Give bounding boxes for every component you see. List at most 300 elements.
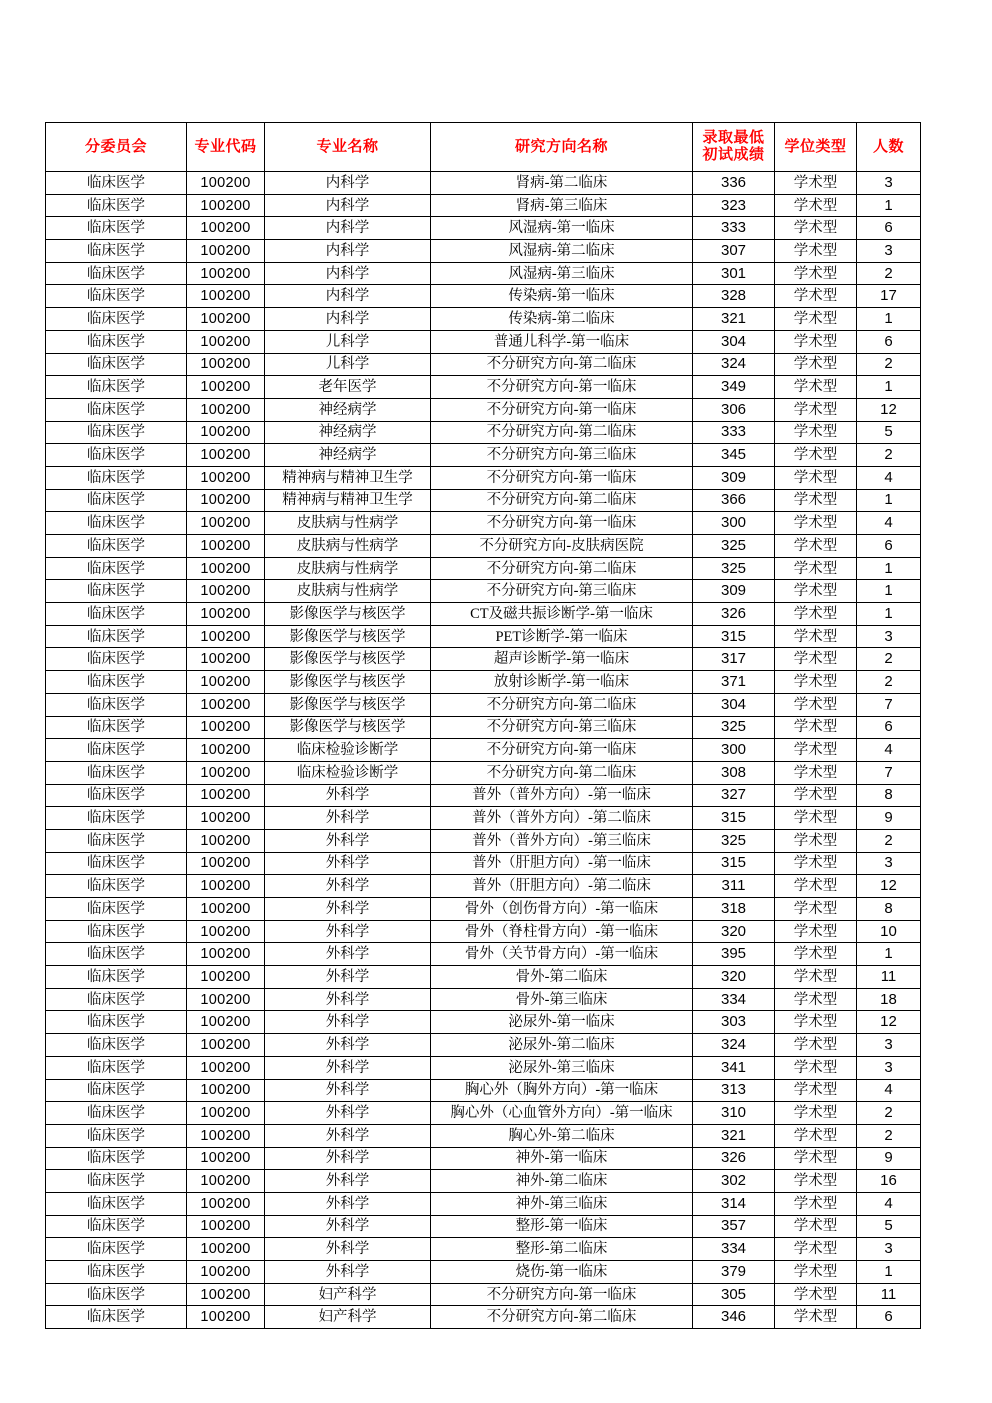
table-row[interactable] [46, 353, 921, 376]
cell-count[interactable]: 3 [857, 852, 921, 875]
cell-committee[interactable]: 临床医学 [46, 693, 187, 716]
table-row[interactable] [46, 512, 921, 535]
cell-count[interactable]: 4 [857, 739, 921, 762]
cell-committee[interactable]: 临床医学 [46, 308, 187, 331]
cell-major[interactable]: 内科学 [265, 308, 431, 331]
cell-code[interactable]: 100200 [187, 739, 265, 762]
cell-degree[interactable]: 学术型 [775, 1306, 857, 1329]
cell-score[interactable]: 309 [693, 466, 775, 489]
cell-count[interactable]: 3 [857, 172, 921, 195]
cell-count[interactable]: 2 [857, 671, 921, 694]
cell-code[interactable]: 100200 [187, 1170, 265, 1193]
cell-count[interactable]: 2 [857, 444, 921, 467]
cell-major[interactable]: 影像医学与核医学 [265, 648, 431, 671]
cell-score[interactable]: 333 [693, 421, 775, 444]
cell-direction[interactable]: 不分研究方向-第三临床 [431, 444, 693, 467]
cell-direction[interactable]: 普外（肝胆方向）-第一临床 [431, 852, 693, 875]
cell-direction[interactable]: 骨外-第二临床 [431, 966, 693, 989]
table-row[interactable] [46, 172, 921, 195]
cell-count[interactable]: 9 [857, 807, 921, 830]
column-header-degree[interactable] [775, 123, 857, 172]
cell-major[interactable]: 老年医学 [265, 376, 431, 399]
cell-score[interactable]: 395 [693, 943, 775, 966]
table-row[interactable] [46, 285, 921, 308]
cell-committee[interactable]: 临床医学 [46, 444, 187, 467]
cell-count[interactable]: 3 [857, 1034, 921, 1057]
cell-degree[interactable]: 学术型 [775, 1011, 857, 1034]
cell-direction[interactable]: 传染病-第一临床 [431, 285, 693, 308]
cell-direction[interactable]: 神外-第二临床 [431, 1170, 693, 1193]
cell-committee[interactable]: 临床医学 [46, 943, 187, 966]
cell-major[interactable]: 皮肤病与性病学 [265, 557, 431, 580]
cell-direction[interactable]: 整形-第二临床 [431, 1238, 693, 1261]
cell-major[interactable]: 外科学 [265, 966, 431, 989]
cell-count[interactable]: 4 [857, 1192, 921, 1215]
cell-direction[interactable]: 肾病-第二临床 [431, 172, 693, 195]
cell-major[interactable]: 外科学 [265, 875, 431, 898]
cell-count[interactable]: 9 [857, 1147, 921, 1170]
cell-score[interactable]: 325 [693, 716, 775, 739]
cell-code[interactable]: 100200 [187, 376, 265, 399]
cell-score[interactable]: 306 [693, 398, 775, 421]
cell-direction[interactable]: CT及磁共振诊断学-第一临床 [431, 603, 693, 626]
table-row[interactable] [46, 920, 921, 943]
cell-direction[interactable]: 不分研究方向-第二临床 [431, 353, 693, 376]
cell-score[interactable]: 315 [693, 852, 775, 875]
cell-committee[interactable]: 临床医学 [46, 489, 187, 512]
cell-degree[interactable]: 学术型 [775, 1034, 857, 1057]
cell-committee[interactable]: 临床医学 [46, 739, 187, 762]
cell-count[interactable]: 3 [857, 1056, 921, 1079]
cell-committee[interactable]: 临床医学 [46, 1238, 187, 1261]
cell-score[interactable]: 304 [693, 330, 775, 353]
cell-major[interactable]: 影像医学与核医学 [265, 603, 431, 626]
cell-score[interactable]: 315 [693, 625, 775, 648]
table-row[interactable] [46, 1170, 921, 1193]
cell-degree[interactable]: 学术型 [775, 330, 857, 353]
cell-committee[interactable]: 临床医学 [46, 466, 187, 489]
table-row[interactable] [46, 240, 921, 263]
cell-degree[interactable]: 学术型 [775, 285, 857, 308]
cell-score[interactable]: 320 [693, 920, 775, 943]
cell-major[interactable]: 皮肤病与性病学 [265, 580, 431, 603]
cell-major[interactable]: 外科学 [265, 807, 431, 830]
cell-degree[interactable]: 学术型 [775, 398, 857, 421]
cell-major[interactable]: 精神病与精神卫生学 [265, 489, 431, 512]
cell-degree[interactable]: 学术型 [775, 693, 857, 716]
table-row[interactable] [46, 693, 921, 716]
cell-major[interactable]: 内科学 [265, 262, 431, 285]
cell-committee[interactable]: 临床医学 [46, 1034, 187, 1057]
cell-count[interactable]: 6 [857, 217, 921, 240]
cell-committee[interactable]: 临床医学 [46, 716, 187, 739]
cell-code[interactable]: 100200 [187, 1215, 265, 1238]
cell-score[interactable]: 371 [693, 671, 775, 694]
cell-direction[interactable]: 肾病-第三临床 [431, 194, 693, 217]
cell-code[interactable]: 100200 [187, 330, 265, 353]
cell-major[interactable]: 外科学 [265, 920, 431, 943]
cell-degree[interactable]: 学术型 [775, 829, 857, 852]
cell-degree[interactable]: 学术型 [775, 1283, 857, 1306]
cell-code[interactable]: 100200 [187, 285, 265, 308]
cell-score[interactable]: 302 [693, 1170, 775, 1193]
cell-count[interactable]: 1 [857, 1261, 921, 1284]
cell-code[interactable]: 100200 [187, 988, 265, 1011]
cell-degree[interactable]: 学术型 [775, 217, 857, 240]
cell-count[interactable]: 2 [857, 648, 921, 671]
cell-committee[interactable]: 临床医学 [46, 784, 187, 807]
cell-committee[interactable]: 临床医学 [46, 988, 187, 1011]
cell-count[interactable]: 7 [857, 761, 921, 784]
cell-count[interactable]: 11 [857, 966, 921, 989]
cell-degree[interactable]: 学术型 [775, 807, 857, 830]
cell-direction[interactable]: 传染病-第二临床 [431, 308, 693, 331]
cell-score[interactable]: 308 [693, 761, 775, 784]
cell-direction[interactable]: 不分研究方向-第一临床 [431, 376, 693, 399]
cell-degree[interactable]: 学术型 [775, 262, 857, 285]
table-row[interactable] [46, 603, 921, 626]
cell-code[interactable]: 100200 [187, 1192, 265, 1215]
cell-direction[interactable]: 不分研究方向-第二临床 [431, 489, 693, 512]
cell-major[interactable]: 外科学 [265, 1056, 431, 1079]
cell-score[interactable]: 300 [693, 739, 775, 762]
table-row[interactable] [46, 807, 921, 830]
cell-degree[interactable]: 学术型 [775, 444, 857, 467]
column-header-code[interactable] [187, 123, 265, 172]
cell-code[interactable]: 100200 [187, 761, 265, 784]
cell-degree[interactable]: 学术型 [775, 172, 857, 195]
cell-direction[interactable]: 神外-第一临床 [431, 1147, 693, 1170]
cell-direction[interactable]: 不分研究方向-第一临床 [431, 398, 693, 421]
cell-committee[interactable]: 临床医学 [46, 1102, 187, 1125]
cell-degree[interactable]: 学术型 [775, 240, 857, 263]
cell-major[interactable]: 皮肤病与性病学 [265, 512, 431, 535]
cell-code[interactable]: 100200 [187, 580, 265, 603]
cell-committee[interactable]: 临床医学 [46, 172, 187, 195]
cell-direction[interactable]: 普外（普外方向）-第二临床 [431, 807, 693, 830]
cell-score[interactable]: 323 [693, 194, 775, 217]
cell-count[interactable]: 2 [857, 1102, 921, 1125]
cell-score[interactable]: 301 [693, 262, 775, 285]
cell-committee[interactable]: 临床医学 [46, 829, 187, 852]
cell-committee[interactable]: 临床医学 [46, 1215, 187, 1238]
cell-code[interactable]: 100200 [187, 943, 265, 966]
cell-score[interactable]: 379 [693, 1261, 775, 1284]
cell-degree[interactable]: 学术型 [775, 625, 857, 648]
cell-committee[interactable]: 临床医学 [46, 1079, 187, 1102]
cell-major[interactable]: 外科学 [265, 1238, 431, 1261]
cell-count[interactable]: 1 [857, 194, 921, 217]
column-header-direction[interactable] [431, 123, 693, 172]
cell-direction[interactable]: 不分研究方向-第二临床 [431, 693, 693, 716]
cell-direction[interactable]: 泌尿外-第二临床 [431, 1034, 693, 1057]
cell-direction[interactable]: 风湿病-第二临床 [431, 240, 693, 263]
cell-major[interactable]: 临床检验诊断学 [265, 739, 431, 762]
cell-count[interactable]: 6 [857, 330, 921, 353]
cell-score[interactable]: 349 [693, 376, 775, 399]
cell-committee[interactable]: 临床医学 [46, 217, 187, 240]
cell-code[interactable]: 100200 [187, 1034, 265, 1057]
cell-major[interactable]: 外科学 [265, 852, 431, 875]
cell-degree[interactable]: 学术型 [775, 648, 857, 671]
cell-code[interactable]: 100200 [187, 603, 265, 626]
cell-direction[interactable]: 不分研究方向-皮肤病医院 [431, 535, 693, 558]
cell-committee[interactable]: 临床医学 [46, 875, 187, 898]
cell-code[interactable]: 100200 [187, 966, 265, 989]
cell-direction[interactable]: 骨外-第三临床 [431, 988, 693, 1011]
table-row[interactable] [46, 1011, 921, 1034]
cell-direction[interactable]: 泌尿外-第三临床 [431, 1056, 693, 1079]
cell-direction[interactable]: 胸心外（胸外方向）-第一临床 [431, 1079, 693, 1102]
cell-count[interactable]: 3 [857, 625, 921, 648]
cell-major[interactable]: 神经病学 [265, 421, 431, 444]
cell-code[interactable]: 100200 [187, 852, 265, 875]
table-row[interactable] [46, 1283, 921, 1306]
cell-direction[interactable]: PET诊断学-第一临床 [431, 625, 693, 648]
cell-code[interactable]: 100200 [187, 557, 265, 580]
cell-degree[interactable]: 学术型 [775, 875, 857, 898]
cell-score[interactable]: 345 [693, 444, 775, 467]
cell-committee[interactable]: 临床医学 [46, 852, 187, 875]
cell-direction[interactable]: 不分研究方向-第二临床 [431, 421, 693, 444]
cell-code[interactable]: 100200 [187, 489, 265, 512]
cell-committee[interactable]: 临床医学 [46, 1011, 187, 1034]
cell-degree[interactable]: 学术型 [775, 1147, 857, 1170]
cell-code[interactable]: 100200 [187, 217, 265, 240]
cell-degree[interactable]: 学术型 [775, 1102, 857, 1125]
cell-score[interactable]: 307 [693, 240, 775, 263]
cell-major[interactable]: 精神病与精神卫生学 [265, 466, 431, 489]
cell-code[interactable]: 100200 [187, 172, 265, 195]
cell-count[interactable]: 1 [857, 489, 921, 512]
cell-major[interactable]: 外科学 [265, 1102, 431, 1125]
cell-major[interactable]: 外科学 [265, 1192, 431, 1215]
table-row[interactable] [46, 557, 921, 580]
cell-major[interactable]: 外科学 [265, 1011, 431, 1034]
cell-degree[interactable]: 学术型 [775, 761, 857, 784]
cell-code[interactable]: 100200 [187, 671, 265, 694]
cell-code[interactable]: 100200 [187, 240, 265, 263]
cell-score[interactable]: 304 [693, 693, 775, 716]
cell-count[interactable]: 12 [857, 1011, 921, 1034]
table-row[interactable] [46, 1124, 921, 1147]
cell-direction[interactable]: 风湿病-第三临床 [431, 262, 693, 285]
table-row[interactable] [46, 1261, 921, 1284]
cell-count[interactable]: 18 [857, 988, 921, 1011]
cell-direction[interactable]: 泌尿外-第一临床 [431, 1011, 693, 1034]
table-row[interactable] [46, 1147, 921, 1170]
cell-major[interactable]: 外科学 [265, 784, 431, 807]
cell-major[interactable]: 妇产科学 [265, 1306, 431, 1329]
cell-degree[interactable]: 学术型 [775, 421, 857, 444]
table-row[interactable] [46, 671, 921, 694]
cell-code[interactable]: 100200 [187, 920, 265, 943]
cell-committee[interactable]: 临床医学 [46, 966, 187, 989]
cell-direction[interactable]: 普外（普外方向）-第一临床 [431, 784, 693, 807]
cell-count[interactable]: 2 [857, 262, 921, 285]
cell-count[interactable]: 2 [857, 829, 921, 852]
cell-committee[interactable]: 临床医学 [46, 603, 187, 626]
cell-count[interactable]: 4 [857, 466, 921, 489]
cell-major[interactable]: 外科学 [265, 1034, 431, 1057]
cell-score[interactable]: 311 [693, 875, 775, 898]
cell-degree[interactable]: 学术型 [775, 739, 857, 762]
cell-code[interactable]: 100200 [187, 648, 265, 671]
cell-major[interactable]: 内科学 [265, 217, 431, 240]
cell-code[interactable]: 100200 [187, 535, 265, 558]
cell-code[interactable]: 100200 [187, 875, 265, 898]
cell-code[interactable]: 100200 [187, 308, 265, 331]
cell-major[interactable]: 外科学 [265, 1261, 431, 1284]
cell-direction[interactable]: 胸心外（心血管外方向）-第一临床 [431, 1102, 693, 1125]
cell-committee[interactable]: 临床医学 [46, 512, 187, 535]
cell-degree[interactable]: 学术型 [775, 308, 857, 331]
cell-degree[interactable]: 学术型 [775, 535, 857, 558]
cell-committee[interactable]: 临床医学 [46, 625, 187, 648]
cell-committee[interactable]: 临床医学 [46, 398, 187, 421]
cell-major[interactable]: 外科学 [265, 1170, 431, 1193]
cell-count[interactable]: 6 [857, 1306, 921, 1329]
cell-committee[interactable]: 临床医学 [46, 1170, 187, 1193]
table-row[interactable] [46, 875, 921, 898]
cell-committee[interactable]: 临床医学 [46, 421, 187, 444]
table-row[interactable] [46, 262, 921, 285]
cell-score[interactable]: 305 [693, 1283, 775, 1306]
cell-committee[interactable]: 临床医学 [46, 898, 187, 921]
cell-count[interactable]: 2 [857, 353, 921, 376]
cell-major[interactable]: 影像医学与核医学 [265, 671, 431, 694]
table-row[interactable] [46, 898, 921, 921]
cell-direction[interactable]: 不分研究方向-第三临床 [431, 580, 693, 603]
table-row[interactable] [46, 330, 921, 353]
cell-degree[interactable]: 学术型 [775, 1079, 857, 1102]
cell-major[interactable]: 影像医学与核医学 [265, 693, 431, 716]
cell-committee[interactable]: 临床医学 [46, 1056, 187, 1079]
cell-committee[interactable]: 临床医学 [46, 1147, 187, 1170]
table-row[interactable] [46, 194, 921, 217]
cell-code[interactable]: 100200 [187, 353, 265, 376]
cell-direction[interactable]: 普外（普外方向）-第三临床 [431, 829, 693, 852]
cell-code[interactable]: 100200 [187, 466, 265, 489]
column-header-major[interactable] [265, 123, 431, 172]
cell-score[interactable]: 366 [693, 489, 775, 512]
cell-degree[interactable]: 学术型 [775, 512, 857, 535]
cell-direction[interactable]: 风湿病-第一临床 [431, 217, 693, 240]
cell-committee[interactable]: 临床医学 [46, 1306, 187, 1329]
table-row[interactable] [46, 444, 921, 467]
cell-score[interactable]: 324 [693, 353, 775, 376]
cell-major[interactable]: 皮肤病与性病学 [265, 535, 431, 558]
cell-committee[interactable]: 临床医学 [46, 376, 187, 399]
table-row[interactable] [46, 421, 921, 444]
cell-score[interactable]: 315 [693, 807, 775, 830]
cell-committee[interactable]: 临床医学 [46, 557, 187, 580]
cell-direction[interactable]: 不分研究方向-第二临床 [431, 1306, 693, 1329]
cell-major[interactable]: 内科学 [265, 240, 431, 263]
cell-code[interactable]: 100200 [187, 194, 265, 217]
cell-direction[interactable]: 不分研究方向-第一临床 [431, 512, 693, 535]
table-row[interactable] [46, 625, 921, 648]
cell-code[interactable]: 100200 [187, 625, 265, 648]
cell-degree[interactable]: 学术型 [775, 557, 857, 580]
table-row[interactable] [46, 398, 921, 421]
cell-major[interactable]: 儿科学 [265, 330, 431, 353]
cell-code[interactable]: 100200 [187, 1102, 265, 1125]
cell-direction[interactable]: 不分研究方向-第三临床 [431, 716, 693, 739]
cell-score[interactable]: 346 [693, 1306, 775, 1329]
cell-count[interactable]: 4 [857, 1079, 921, 1102]
cell-committee[interactable]: 临床医学 [46, 330, 187, 353]
cell-direction[interactable]: 骨外（脊柱骨方向）-第一临床 [431, 920, 693, 943]
cell-committee[interactable]: 临床医学 [46, 1192, 187, 1215]
cell-score[interactable]: 321 [693, 308, 775, 331]
column-header-count[interactable] [857, 123, 921, 172]
table-row[interactable] [46, 580, 921, 603]
table-row[interactable] [46, 943, 921, 966]
cell-major[interactable]: 外科学 [265, 1215, 431, 1238]
cell-code[interactable]: 100200 [187, 1056, 265, 1079]
cell-score[interactable]: 321 [693, 1124, 775, 1147]
cell-code[interactable]: 100200 [187, 693, 265, 716]
cell-score[interactable]: 314 [693, 1192, 775, 1215]
cell-degree[interactable]: 学术型 [775, 988, 857, 1011]
cell-code[interactable]: 100200 [187, 1147, 265, 1170]
cell-count[interactable]: 1 [857, 580, 921, 603]
cell-major[interactable]: 临床检验诊断学 [265, 761, 431, 784]
cell-score[interactable]: 333 [693, 217, 775, 240]
cell-degree[interactable]: 学术型 [775, 898, 857, 921]
cell-score[interactable]: 341 [693, 1056, 775, 1079]
cell-degree[interactable]: 学术型 [775, 1215, 857, 1238]
table-row[interactable] [46, 1056, 921, 1079]
cell-committee[interactable]: 临床医学 [46, 920, 187, 943]
cell-major[interactable]: 妇产科学 [265, 1283, 431, 1306]
cell-degree[interactable]: 学术型 [775, 943, 857, 966]
cell-count[interactable]: 1 [857, 603, 921, 626]
cell-degree[interactable]: 学术型 [775, 353, 857, 376]
cell-count[interactable]: 17 [857, 285, 921, 308]
cell-direction[interactable]: 骨外（关节骨方向）-第一临床 [431, 943, 693, 966]
cell-score[interactable]: 309 [693, 580, 775, 603]
cell-score[interactable]: 320 [693, 966, 775, 989]
table-row[interactable] [46, 739, 921, 762]
table-row[interactable] [46, 1192, 921, 1215]
table-row[interactable] [46, 716, 921, 739]
cell-committee[interactable]: 临床医学 [46, 1283, 187, 1306]
cell-degree[interactable]: 学术型 [775, 1056, 857, 1079]
cell-committee[interactable]: 临床医学 [46, 648, 187, 671]
cell-degree[interactable]: 学术型 [775, 194, 857, 217]
table-row[interactable] [46, 784, 921, 807]
table-row[interactable] [46, 761, 921, 784]
cell-major[interactable]: 外科学 [265, 1124, 431, 1147]
cell-major[interactable]: 内科学 [265, 172, 431, 195]
cell-count[interactable]: 3 [857, 240, 921, 263]
cell-degree[interactable]: 学术型 [775, 671, 857, 694]
cell-degree[interactable]: 学术型 [775, 852, 857, 875]
cell-code[interactable]: 100200 [187, 1261, 265, 1284]
cell-count[interactable]: 11 [857, 1283, 921, 1306]
cell-committee[interactable]: 临床医学 [46, 194, 187, 217]
cell-count[interactable]: 8 [857, 784, 921, 807]
cell-code[interactable]: 100200 [187, 1238, 265, 1261]
cell-major[interactable]: 神经病学 [265, 398, 431, 421]
cell-code[interactable]: 100200 [187, 807, 265, 830]
column-header-committee[interactable] [46, 123, 187, 172]
cell-code[interactable]: 100200 [187, 1124, 265, 1147]
table-row[interactable] [46, 829, 921, 852]
table-row[interactable] [46, 1034, 921, 1057]
